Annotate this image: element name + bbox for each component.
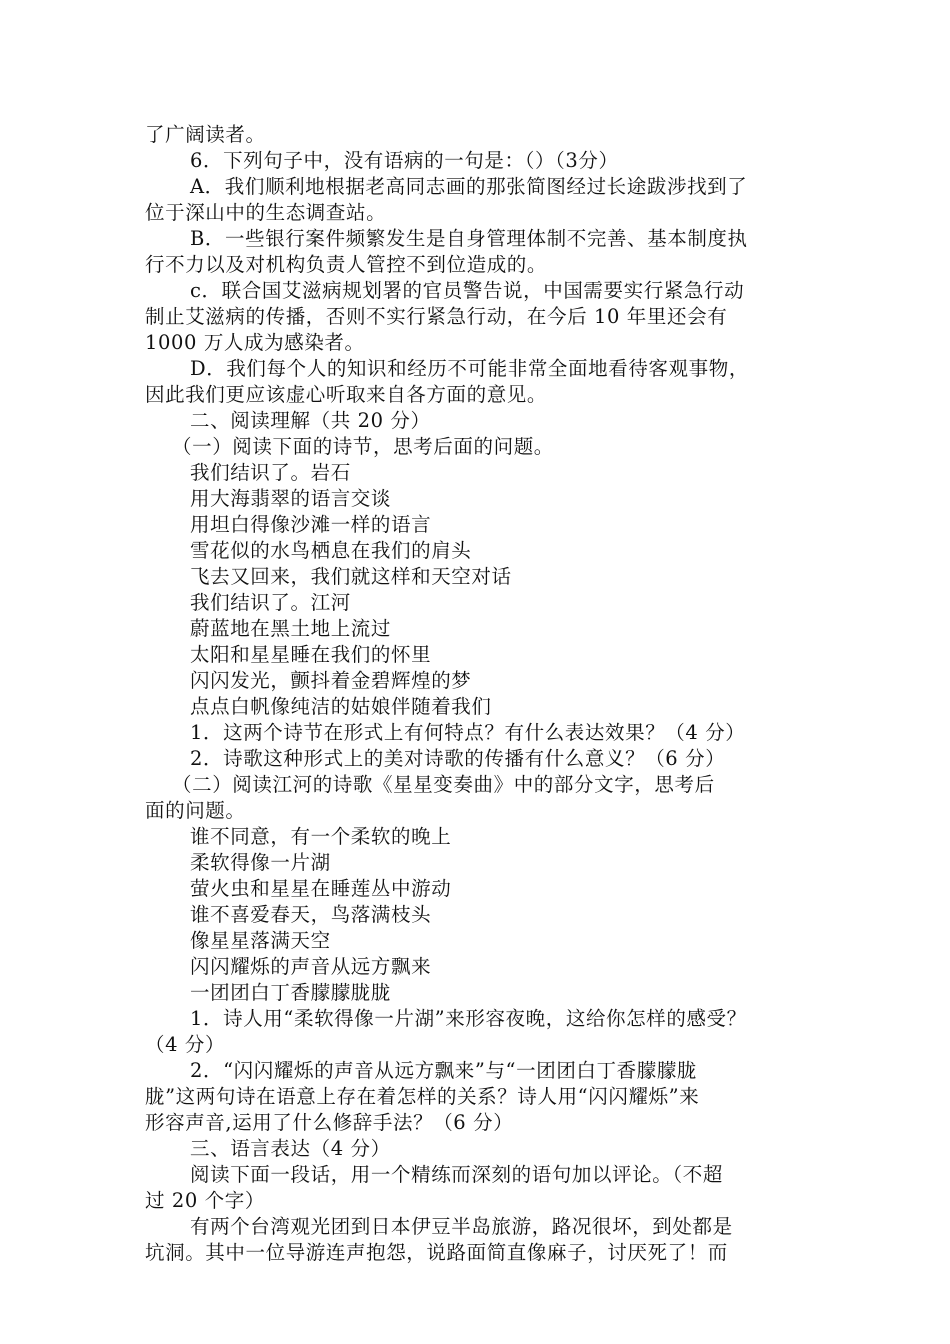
poem-line: 谁不喜爱春天，鸟落满枝头 [190,903,432,926]
poem-line: 萤火虫和星星在睡莲丛中游动 [190,877,452,900]
poem-line: 雪花似的水鸟栖息在我们的肩头 [190,539,472,562]
poem-line: 闪闪耀烁的声音从远方飘来 [190,955,432,978]
subsection-2-heading: （二）阅读江河的诗歌《星星变奏曲》中的部分文字，思考后 [172,773,715,796]
poem-line: 用坦白得像沙滩一样的语言 [190,513,432,536]
poem-line: 用大海翡翠的语言交谈 [190,487,392,510]
option-b-cont: 行不力以及对机构负责人管控不到位造成的。 [145,253,548,276]
poem-line: 柔软得像一片湖 [190,851,331,874]
text-line: 了广阔读者。 [145,123,266,146]
passage-line: 有两个台湾观光团到日本伊豆半岛旅游，路况很坏，到处都是 [190,1215,733,1238]
instruction-cont: 过 20 个字） [145,1189,266,1212]
poem-line: 太阳和星星睡在我们的怀里 [190,643,432,666]
passage-line: 坑洞。其中一位导游连声抱怨，说路面简直像麻子，讨厌死了！而 [145,1241,728,1264]
option-b: B．一些银行案件频繁发生是自身管理体制不完善、基本制度执 [190,227,748,250]
option-d-cont: 因此我们更应该虚心听取来自各方面的意见。 [145,383,548,406]
question-1: 1．诗人用“柔软得像一片湖”来形容夜晚，这给你怎样的感受？ [190,1007,747,1030]
option-c-cont: 制止艾滋病的传播，否则不实行紧急行动，在今后 10 年里还会有 [145,305,728,328]
option-a: A．我们顺利地根据老高同志画的那张简图经过长途跋涉找到了 [190,175,748,198]
poem-line: 像星星落满天空 [190,929,331,952]
question-6-stem: 6．下列句子中，没有语病的一句是：（）（3分） [190,149,619,172]
question-1-cont: （4 分） [145,1033,226,1056]
poem-line: 闪闪发光，颤抖着金碧辉煌的梦 [190,669,472,692]
poem-line: 我们结识了。江河 [190,591,351,614]
poem-line: 一团团白丁香朦朦胧胧 [190,981,392,1004]
option-c-cont: 1000 万人成为感染者。 [145,331,365,354]
option-a-cont: 位于深山中的生态调查站。 [145,201,387,224]
poem-line: 飞去又回来，我们就这样和天空对话 [190,565,512,588]
poem-line: 点点白帆像纯洁的姑娘伴随着我们 [190,695,492,718]
poem-line: 谁不同意，有一个柔软的晚上 [190,825,452,848]
subsection-2-heading-cont: 面的问题。 [145,799,246,822]
question-2-cont: 形容声音,运用了什么修辞手法？（6 分） [145,1111,514,1134]
question-2: 2．“闪闪耀烁的声音从远方飘来”与“一团团白丁香朦朦胧 [190,1059,698,1082]
poem-line: 我们结识了。岩石 [190,461,351,484]
section-2-heading: 二、阅读理解（共 20 分） [190,409,431,432]
option-d: D．我们每个人的知识和经历不可能非常全面地看待客观事物， [190,357,749,380]
question-2: 2．诗歌这种形式上的美对诗歌的传播有什么意义？（6 分） [190,747,726,770]
question-2-cont: 胧”这两句诗在语意上存在着怎样的关系？诗人用“闪闪耀烁”来 [145,1085,700,1108]
question-1: 1．这两个诗节在形式上有何特点？有什么表达效果？（4 分） [190,721,746,744]
poem-line: 蔚蓝地在黑土地上流过 [190,617,392,640]
option-c: c．联合国艾滋病规划署的官员警告说，中国需要实行紧急行动 [190,279,745,302]
instruction: 阅读下面一段话，用一个精练而深刻的语句加以评论。（不超 [190,1163,723,1186]
section-3-heading: 三、语言表达（4 分） [190,1137,391,1160]
subsection-1-heading: （一）阅读下面的诗节，思考后面的问题。 [172,435,554,458]
